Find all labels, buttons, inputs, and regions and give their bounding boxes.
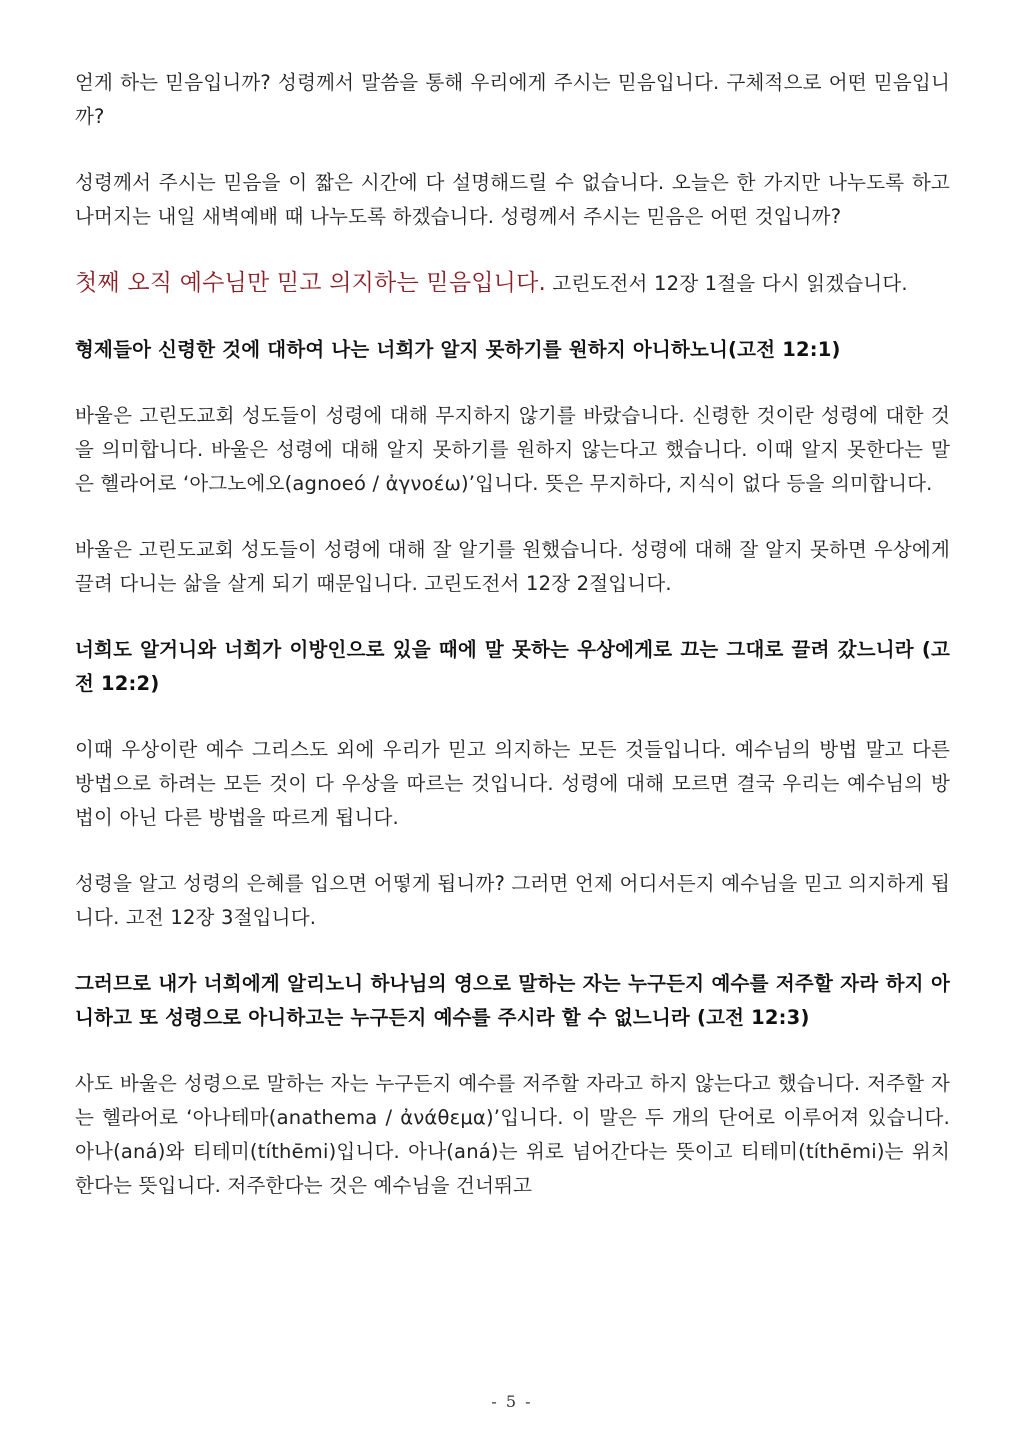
scripture-quote: 형제들아 신령한 것에 대하여 나는 너희가 알지 못하기를 원하지 아니하노니(고전 12:1) bbox=[75, 338, 841, 361]
page-number: - 5 - bbox=[491, 1392, 533, 1411]
paragraph: 바울은 고린도교회 성도들이 성령에 대해 잘 알기를 원했습니다. 성령에 대해 잘 알지 못하면 우상에게 끌려 다니는 삶을 살게 되기 때문입니다. 고린도전서 12장 2절입니다. bbox=[75, 538, 950, 595]
paragraph-with-highlight bbox=[75, 266, 950, 301]
document-body bbox=[75, 66, 950, 1235]
paragraph: 사도 바울은 성령으로 말하는 자는 누구든지 예수를 저주할 자라고 하지 않는다고 했습니다. 저주할 자는 헬라어로 ‘아나테마(anathema / ἀνάθεμα)’입니다. 이 말은 두 개의 단어로 이루어져 있습니다. 아나(aná)와 티테미(títhēmi)입니다. 아나(aná)는 위로 넘어간다는 뜻이고 티테미(títhēmi)는 위치한다는 뜻입니다. 저주한다는 것은 예수님을 건너뛰고 bbox=[75, 1072, 950, 1197]
paragraph: 성령께서 주시는 믿음을 이 짧은 시간에 다 설명해드릴 수 없습니다. 오늘은 한 가지만 나누도록 하고 나머지는 내일 새벽예배 때 나누도록 하겠습니다. 성령께서 주시는 믿음은 어떤 것입니까? bbox=[75, 171, 950, 228]
paragraph: 얻게 하는 믿음입니까? 성령께서 말씀을 통해 우리에게 주시는 믿음입니다. 구체적으로 어떤 믿음입니까? bbox=[75, 71, 950, 128]
paragraph: 이때 우상이란 예수 그리스도 외에 우리가 믿고 의지하는 모든 것들입니다. 예수님의 방법 말고 다른 방법으로 하려는 모든 것이 다 우상을 따르는 것입니다. 성령에 대해 모르면 결국 우리는 예수님의 방법이 아닌 다른 방법을 따르게 됩니다. bbox=[75, 738, 950, 829]
paragraph-text: 고린도전서 12장 1절을 다시 읽겠습니다. bbox=[546, 272, 908, 295]
highlighted-heading: 첫째 오직 예수님만 믿고 의지하는 믿음입니다. bbox=[75, 270, 547, 296]
paragraph: 성령을 알고 성령의 은혜를 입으면 어떻게 됩니까? 그러면 언제 어디서든지 예수님을 믿고 의지하게 됩니다. 고전 12장 3절입니다. bbox=[75, 872, 950, 929]
paragraph: 바울은 고린도교회 성도들이 성령에 대해 무지하지 않기를 바랐습니다. 신령한 것이란 성령에 대한 것을 의미합니다. 바울은 성령에 대해 알지 못하기를 원하지 않는다고 했습니다. 이때 알지 못한다는 말은 헬라어로 ‘아그노에오(agnoeó / ἀγνοέω)’입니다. 뜻은 무지하다, 지식이 없다 등을 의미합니다. bbox=[75, 404, 950, 495]
scripture-quote: 그러므로 내가 너희에게 알리노니 하나님의 영으로 말하는 자는 누구든지 예수를 저주할 자라 하지 아니하고 또 성령으로 아니하고는 누구든지 예수를 주시라 할 수 없느니라 (고전 12:3) bbox=[75, 972, 950, 1029]
scripture-quote: 너희도 알거니와 너희가 이방인으로 있을 때에 말 못하는 우상에게로 끄는 그대로 끌려 갔느니라 (고전 12:2) bbox=[75, 638, 950, 695]
